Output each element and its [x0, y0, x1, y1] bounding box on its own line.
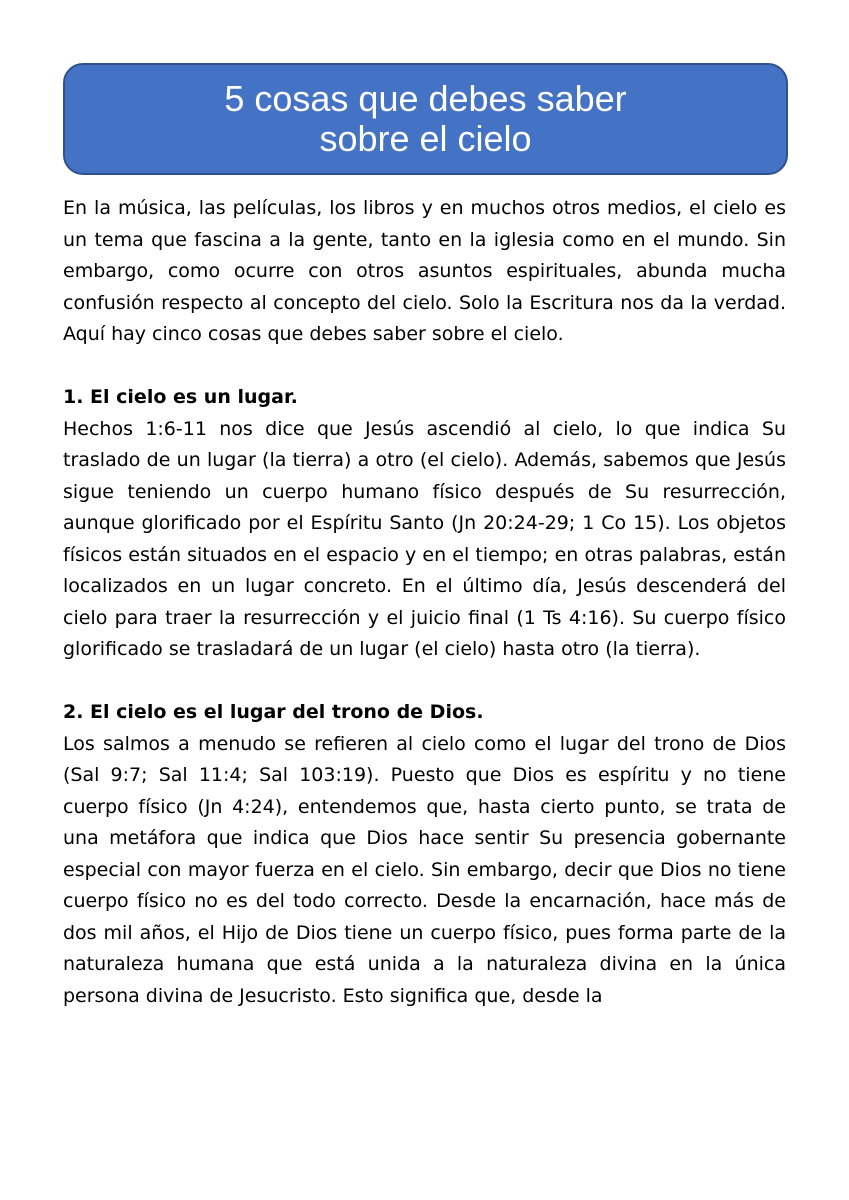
document-body — [63, 193, 786, 1012]
title-line-1: 5 cosas que debes saber — [224, 78, 627, 119]
title-line-2: sobre el cielo — [319, 118, 532, 159]
spacer — [63, 666, 786, 698]
intro-paragraph: En la música, las películas, los libros y en muchos otros medios, el cielo es un tema que fascina a la gente, tanto en la iglesia como en el mundo. Sin embargo, como ocurre con otros asuntos espirituales, abunda mucha confusión respecto al concepto del cielo. Solo la Escritura nos da la verdad. Aquí hay cinco cosas que debes saber sobre el cielo. — [63, 197, 786, 345]
section-1-paragraph: Hechos 1:6-11 nos dice que Jesús ascendió al cielo, lo que indica Su traslado de un lugar (la tierra) a otro (el cielo). Además, sabemos que Jesús sigue teniendo un cuerpo humano físico después de Su resurrección, aunque glorificado por el Espíritu Santo (Jn 20:24-29; 1 Co 15). Los objetos físicos están situados en el espacio y en el tiempo; en otras palabras, están localizados en un lugar concreto. En el último día, Jesús descenderá del cielo para traer la resurrección y el juicio final (1 Ts 4:16). Su cuerpo físico glorificado se trasladará de un lugar (el cielo) hasta otro (la tierra). — [63, 417, 786, 660]
section-1-heading: 1. El cielo es un lugar. — [63, 386, 298, 408]
section-2-heading: 2. El cielo es el lugar del trono de Dios. — [63, 701, 484, 723]
section-2-paragraph: Los salmos a menudo se refieren al cielo como el lugar del trono de Dios (Sal 9:7; Sal 11:4; Sal 103:19). Puesto que Dios es espíritu y no tiene cuerpo físico (Jn 4:24), entendemos que, hasta cierto punto, se trata de una metáfora que indica que Dios hace sentir Su presencia gobernante especial con mayor fuerza en el cielo. Sin embargo, decir que Dios no tiene cuerpo físico no es del todo correcto. Desde la encarnación, hace más de dos mil años, el Hijo de Dios tiene un cuerpo físico, pues forma parte de la naturaleza humana que está unida a la naturaleza divina en la única persona divina de Jesucristo. Esto significa que, desde la — [63, 732, 786, 1007]
title-banner — [63, 63, 788, 175]
spacer — [63, 351, 786, 383]
